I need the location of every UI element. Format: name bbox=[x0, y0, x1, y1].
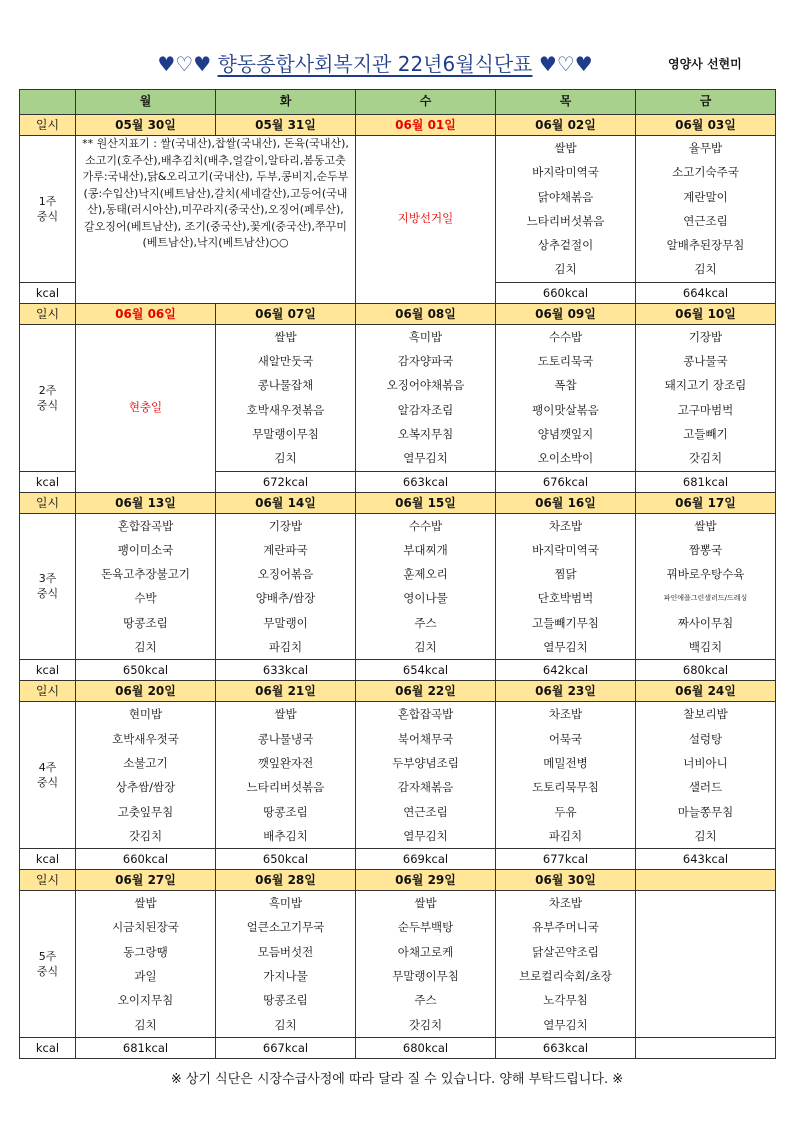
menu-item bbox=[636, 940, 775, 964]
menu-item: 감자양파국 bbox=[397, 354, 454, 369]
menu-item: 감자채볶음 bbox=[397, 780, 454, 795]
menu-item: 오복지무침 bbox=[397, 426, 454, 441]
footer-note: ※ 상기 식단은 시장수급사정에 따라 달라 질 수 있습니다. 양해 부탁드립니다. ※ bbox=[170, 1072, 624, 1087]
kcal-cell bbox=[636, 1037, 776, 1058]
menu-item: 호박새우젓볶음 bbox=[246, 402, 325, 417]
menu-row bbox=[20, 513, 776, 660]
date-cell: 06월 09일 bbox=[496, 303, 636, 324]
menu-item: 꿔바로우탕수육 bbox=[666, 567, 745, 582]
header-day-mon: 월 bbox=[76, 90, 216, 115]
menu-item: 고춧잎무침 bbox=[117, 804, 174, 819]
header-day-thu: 목 bbox=[496, 90, 636, 115]
kcal-cell: 660kcal bbox=[76, 849, 216, 870]
week-label bbox=[20, 136, 76, 283]
menu-item: 북어채무국 bbox=[397, 731, 454, 746]
date-cell: 06월 30일 bbox=[496, 870, 636, 891]
menu-item: 호박새우젓국 bbox=[112, 731, 179, 746]
menu-item: 혼합잡곡밥 bbox=[117, 518, 174, 533]
menu-item bbox=[636, 964, 775, 988]
menu-item: 느타리버섯볶음 bbox=[526, 213, 605, 228]
menu-item: 바지락미역국 bbox=[532, 542, 599, 557]
date-cell: 06월 03일 bbox=[636, 115, 776, 136]
menu-item: 흑미밥 bbox=[408, 329, 443, 344]
date-label: 일시 bbox=[20, 115, 76, 136]
menu-item: 갓김치 bbox=[128, 828, 163, 843]
menu-item: 느타리버섯볶음 bbox=[246, 780, 325, 795]
menu-item: 유부주머니국 bbox=[532, 920, 599, 935]
header-day-tue: 화 bbox=[216, 90, 356, 115]
menu-item: 노각무침 bbox=[543, 993, 588, 1008]
menu-item: 영이나물 bbox=[403, 591, 448, 606]
menu-item: 연근조림 bbox=[683, 213, 728, 228]
date-label: 일시 bbox=[20, 303, 76, 324]
menu-item: 두부양념조림 bbox=[392, 755, 459, 770]
menu-cell bbox=[76, 513, 216, 660]
kcal-cell: 676kcal bbox=[496, 471, 636, 492]
menu-item: 계란말이 bbox=[683, 189, 728, 204]
date-row bbox=[20, 303, 776, 324]
election-day-note: 지방선거일 bbox=[356, 136, 496, 304]
menu-item: 차조밥 bbox=[548, 896, 583, 911]
meal-type: 중식 bbox=[36, 398, 59, 412]
menu-item: 도토리묵무침 bbox=[532, 780, 599, 795]
menu-item: 땅콩조림 bbox=[123, 615, 168, 630]
menu-item: 어묵국 bbox=[548, 731, 583, 746]
date-cell: 06월 22일 bbox=[356, 681, 496, 702]
date-cell: 06월 06일 bbox=[76, 303, 216, 324]
date-cell: 06월 27일 bbox=[76, 870, 216, 891]
menu-row bbox=[20, 324, 776, 471]
menu-item: 훈제오리 bbox=[403, 567, 448, 582]
date-row bbox=[20, 681, 776, 702]
header-day-fri: 금 bbox=[636, 90, 776, 115]
menu-item: 얼큰소고기무국 bbox=[246, 920, 325, 935]
menu-item: 무말랭이무침 bbox=[252, 426, 319, 441]
author-label: 영양사 선현미 bbox=[668, 57, 742, 71]
menu-cell bbox=[216, 513, 356, 660]
menu-item: 찰보리밥 bbox=[683, 707, 728, 722]
menu-item: 팽이미소국 bbox=[117, 542, 174, 557]
menu-item: 오징어야채볶음 bbox=[386, 378, 465, 393]
menu-item: 김치 bbox=[694, 828, 717, 843]
menu-item: 차조밥 bbox=[548, 707, 583, 722]
menu-item: 흑미밥 bbox=[268, 896, 303, 911]
menu-item bbox=[636, 891, 775, 915]
menu-table-wrapper bbox=[19, 89, 775, 1059]
date-cell: 06월 14일 bbox=[216, 492, 356, 513]
menu-item: 모듬버섯전 bbox=[257, 944, 314, 959]
menu-cell bbox=[356, 513, 496, 660]
menu-cell bbox=[356, 702, 496, 849]
kcal-row bbox=[20, 849, 776, 870]
date-cell: 05월 30일 bbox=[76, 115, 216, 136]
menu-cell bbox=[496, 136, 636, 283]
menu-item: 오이지무침 bbox=[117, 993, 174, 1008]
kcal-row bbox=[20, 660, 776, 681]
kcal-cell: 667kcal bbox=[216, 1037, 356, 1058]
menu-item: 열무김치 bbox=[543, 1017, 588, 1032]
menu-item: 차조밥 bbox=[548, 518, 583, 533]
date-cell: 06월 28일 bbox=[216, 870, 356, 891]
menu-cell bbox=[496, 702, 636, 849]
menu-item: 갓김치 bbox=[408, 1017, 443, 1032]
menu-item: 현미밥 bbox=[128, 707, 163, 722]
menu-item: 기장밥 bbox=[268, 518, 303, 533]
menu-item: 가지나물 bbox=[263, 969, 308, 984]
origin-notice: ** 원산지표기 : 쌀(국내산),찹쌀(국내산), 돈육(국내산),소고기(호주산),배추김치(배추,얼갈이,알타리,봄동고춧가루:국내산),닭&오리고기(국내산), 두부,콩비지,순두부(콩:수입산)낙지(베트남산),갈치(세네갈산),고등어(국내산),동태(러시아산),미꾸라지(중국산),오징어(페루산),갈오징어(베트남산), 조기(중국산),꽃게(중국산),쭈꾸미(베트남산),낙지(베트남산)○○ bbox=[76, 136, 356, 304]
menu-item: 알배추된장무침 bbox=[666, 238, 745, 253]
kcal-cell: 681kcal bbox=[76, 1037, 216, 1058]
date-cell: 05월 31일 bbox=[216, 115, 356, 136]
menu-item: 땅콩조림 bbox=[263, 804, 308, 819]
date-label: 일시 bbox=[20, 492, 76, 513]
menu-item: 파인애플그린샐러드/드레싱 bbox=[663, 594, 748, 603]
meal-type: 중식 bbox=[36, 587, 59, 601]
date-cell: 06월 08일 bbox=[356, 303, 496, 324]
menu-item: 무말랭이무침 bbox=[392, 969, 459, 984]
menu-item: 메밀전병 bbox=[543, 755, 588, 770]
menu-cell bbox=[76, 891, 216, 1038]
menu-item: 갓김치 bbox=[688, 451, 723, 466]
menu-cell bbox=[356, 891, 496, 1038]
page-title bbox=[90, 48, 660, 76]
menu-item: 순두부백탕 bbox=[397, 920, 454, 935]
kcal-cell: 650kcal bbox=[216, 849, 356, 870]
menu-item: 양배추/쌈장 bbox=[255, 591, 316, 606]
menu-item: 연근조림 bbox=[403, 804, 448, 819]
menu-table bbox=[19, 89, 776, 1059]
menu-cell bbox=[636, 136, 776, 283]
header-row bbox=[20, 90, 776, 115]
menu-item: 닭야채볶음 bbox=[537, 189, 594, 204]
kcal-label: kcal bbox=[20, 1037, 76, 1058]
menu-item: 주스 bbox=[414, 615, 437, 630]
meal-type: 중식 bbox=[36, 209, 59, 223]
week-number: 3주 bbox=[38, 572, 57, 586]
menu-item: 김치 bbox=[274, 451, 297, 466]
menu-cell bbox=[636, 702, 776, 849]
meal-type: 중식 bbox=[36, 776, 59, 790]
menu-item: 율무밥 bbox=[688, 141, 723, 155]
menu-item: 김치 bbox=[134, 1017, 157, 1032]
menu-item: 두유 bbox=[554, 804, 577, 819]
date-cell: 06월 20일 bbox=[76, 681, 216, 702]
kcal-cell: 642kcal bbox=[496, 660, 636, 681]
menu-item bbox=[636, 915, 775, 939]
menu-item: 수수밥 bbox=[548, 329, 583, 344]
menu-item: 샐러드 bbox=[688, 780, 723, 795]
menu-item: 양념깻잎지 bbox=[537, 426, 594, 441]
menu-item: 도토리묵국 bbox=[537, 354, 594, 369]
date-cell: 06월 01일 bbox=[356, 115, 496, 136]
date-cell: 06월 24일 bbox=[636, 681, 776, 702]
menu-item: 소고기숙주국 bbox=[672, 165, 739, 180]
week-label bbox=[20, 324, 76, 471]
menu-cell bbox=[496, 324, 636, 471]
menu-item: 김치 bbox=[694, 262, 717, 277]
menu-cell bbox=[636, 891, 776, 1038]
menu-item: 부대찌개 bbox=[403, 542, 448, 557]
menu-item: 쌀밥 bbox=[134, 896, 157, 911]
menu-item: 백김치 bbox=[688, 640, 723, 655]
menu-item: 단호박범벅 bbox=[537, 591, 594, 606]
menu-item: 쌀밥 bbox=[694, 518, 717, 533]
hearts-decoration-right: ♥♡♥ bbox=[538, 52, 593, 76]
menu-item: 상추쌈/쌈장 bbox=[115, 780, 176, 795]
menu-item: 돈육고추장불고기 bbox=[101, 567, 190, 582]
menu-item: 수수밥 bbox=[408, 518, 443, 533]
menu-item: 찜닭 bbox=[554, 567, 577, 582]
week-number: 5주 bbox=[38, 950, 57, 964]
menu-cell bbox=[636, 324, 776, 471]
menu-item: 팽이맛살볶음 bbox=[532, 402, 599, 417]
menu-item: 파김치 bbox=[548, 828, 583, 843]
menu-row bbox=[20, 136, 776, 283]
date-row bbox=[20, 115, 776, 136]
menu-item: 김치 bbox=[134, 640, 157, 655]
menu-item: 새알만둣국 bbox=[257, 354, 314, 369]
menu-item: 열무김치 bbox=[403, 828, 448, 843]
kcal-cell: 633kcal bbox=[216, 660, 356, 681]
menu-item bbox=[636, 988, 775, 1012]
date-cell: 06월 17일 bbox=[636, 492, 776, 513]
kcal-cell: 654kcal bbox=[356, 660, 496, 681]
menu-item: 파김치 bbox=[268, 640, 303, 655]
kcal-cell: 669kcal bbox=[356, 849, 496, 870]
menu-item: 고들빼기무침 bbox=[532, 615, 599, 630]
menu-item: 열무김치 bbox=[543, 640, 588, 655]
hearts-decoration-left: ♥♡♥ bbox=[157, 52, 212, 76]
kcal-cell: 663kcal bbox=[496, 1037, 636, 1058]
menu-item: 땅콩조림 bbox=[263, 993, 308, 1008]
kcal-cell: 680kcal bbox=[356, 1037, 496, 1058]
menu-item: 과일 bbox=[134, 969, 157, 984]
menu-item: 쌀밥 bbox=[274, 707, 297, 722]
menu-item: 배추김치 bbox=[263, 828, 308, 843]
date-cell: 06월 29일 bbox=[356, 870, 496, 891]
menu-item: 브로컬리숙회/초장 bbox=[519, 969, 612, 984]
menu-item: 오이소박이 bbox=[537, 451, 594, 466]
menu-item bbox=[636, 1013, 775, 1037]
menu-cell bbox=[216, 702, 356, 849]
menu-item: 알감자조림 bbox=[397, 402, 454, 417]
date-cell: 06월 13일 bbox=[76, 492, 216, 513]
kcal-cell: 672kcal bbox=[216, 471, 356, 492]
date-cell: 06월 21일 bbox=[216, 681, 356, 702]
menu-item: 너비아니 bbox=[683, 755, 728, 770]
menu-item: 고구마범벅 bbox=[677, 402, 734, 417]
menu-item: 콩나물국 bbox=[683, 354, 728, 369]
menu-item: 쌀밥 bbox=[274, 329, 297, 344]
menu-item: 쌀밥 bbox=[554, 141, 577, 155]
menu-cell bbox=[216, 324, 356, 471]
menu-item: 폭찹 bbox=[554, 378, 577, 393]
kcal-cell: 660kcal bbox=[496, 282, 636, 303]
week-number: 1주 bbox=[38, 194, 57, 208]
menu-item: 김치 bbox=[414, 640, 437, 655]
date-cell: 06월 15일 bbox=[356, 492, 496, 513]
menu-item: 깻잎완자전 bbox=[257, 755, 314, 770]
menu-item: 아채고로케 bbox=[397, 944, 454, 959]
header-day-wed: 수 bbox=[356, 90, 496, 115]
menu-cell bbox=[496, 891, 636, 1038]
date-label: 일시 bbox=[20, 870, 76, 891]
menu-item: 김치 bbox=[274, 1017, 297, 1032]
menu-item: 기장밥 bbox=[688, 329, 723, 344]
kcal-label: kcal bbox=[20, 849, 76, 870]
week-label bbox=[20, 702, 76, 849]
menu-cell bbox=[636, 513, 776, 660]
menu-cell bbox=[216, 891, 356, 1038]
menu-item: 닭살곤약조림 bbox=[532, 944, 599, 959]
meal-type: 중식 bbox=[36, 965, 59, 979]
week-number: 2주 bbox=[38, 383, 57, 397]
date-cell: 06월 16일 bbox=[496, 492, 636, 513]
kcal-label: kcal bbox=[20, 660, 76, 681]
menu-cell bbox=[496, 513, 636, 660]
menu-item: 혼합잡곡밥 bbox=[397, 707, 454, 722]
menu-item: 상추겉절이 bbox=[537, 238, 594, 253]
menu-item: 쌀밥 bbox=[414, 896, 437, 911]
menu-item: 주스 bbox=[414, 993, 437, 1008]
menu-item: 무말랭이 bbox=[263, 615, 308, 630]
kcal-cell: 650kcal bbox=[76, 660, 216, 681]
date-label: 일시 bbox=[20, 681, 76, 702]
menu-item: 마늘쫑무침 bbox=[677, 804, 734, 819]
date-cell: 06월 02일 bbox=[496, 115, 636, 136]
week-number: 4주 bbox=[38, 761, 57, 775]
menu-row bbox=[20, 702, 776, 849]
menu-item: 설렁탕 bbox=[688, 731, 723, 746]
kcal-label: kcal bbox=[20, 282, 76, 303]
menu-item: 김치 bbox=[554, 262, 577, 277]
date-cell bbox=[636, 870, 776, 891]
menu-item: 계란파국 bbox=[263, 542, 308, 557]
kcal-row bbox=[20, 1037, 776, 1058]
week-label bbox=[20, 513, 76, 660]
title-text: 향동종합사회복지관 22년6월식단표 bbox=[217, 52, 533, 76]
menu-item: 열무김치 bbox=[403, 451, 448, 466]
kcal-label: kcal bbox=[20, 471, 76, 492]
kcal-cell: 677kcal bbox=[496, 849, 636, 870]
menu-cell bbox=[76, 702, 216, 849]
menu-item: 소불고기 bbox=[123, 755, 168, 770]
kcal-cell: 681kcal bbox=[636, 471, 776, 492]
date-row bbox=[20, 870, 776, 891]
menu-item: 콩나물냉국 bbox=[257, 731, 314, 746]
menu-item: 바지락미역국 bbox=[532, 165, 599, 180]
menu-item: 짜사이무침 bbox=[677, 615, 734, 630]
menu-cell bbox=[356, 324, 496, 471]
kcal-cell: 643kcal bbox=[636, 849, 776, 870]
menu-item: 시금치된장국 bbox=[112, 920, 179, 935]
menu-item: 콩나물잡채 bbox=[257, 378, 314, 393]
week-label bbox=[20, 891, 76, 1038]
menu-item: 돼지고기 장조림 bbox=[664, 378, 747, 393]
memorial-day-note: 현충일 bbox=[76, 324, 216, 492]
date-row bbox=[20, 492, 776, 513]
header-blank bbox=[20, 90, 76, 115]
date-cell: 06월 07일 bbox=[216, 303, 356, 324]
kcal-cell: 680kcal bbox=[636, 660, 776, 681]
menu-item: 동그랑땡 bbox=[123, 944, 168, 959]
kcal-cell: 663kcal bbox=[356, 471, 496, 492]
menu-item: 짬뽕국 bbox=[688, 542, 723, 557]
kcal-cell: 664kcal bbox=[636, 282, 776, 303]
menu-item: 오징어볶음 bbox=[257, 567, 314, 582]
menu-item: 고들빼기 bbox=[683, 426, 728, 441]
date-cell: 06월 23일 bbox=[496, 681, 636, 702]
date-cell: 06월 10일 bbox=[636, 303, 776, 324]
menu-row bbox=[20, 891, 776, 1038]
menu-item: 수박 bbox=[134, 591, 157, 606]
